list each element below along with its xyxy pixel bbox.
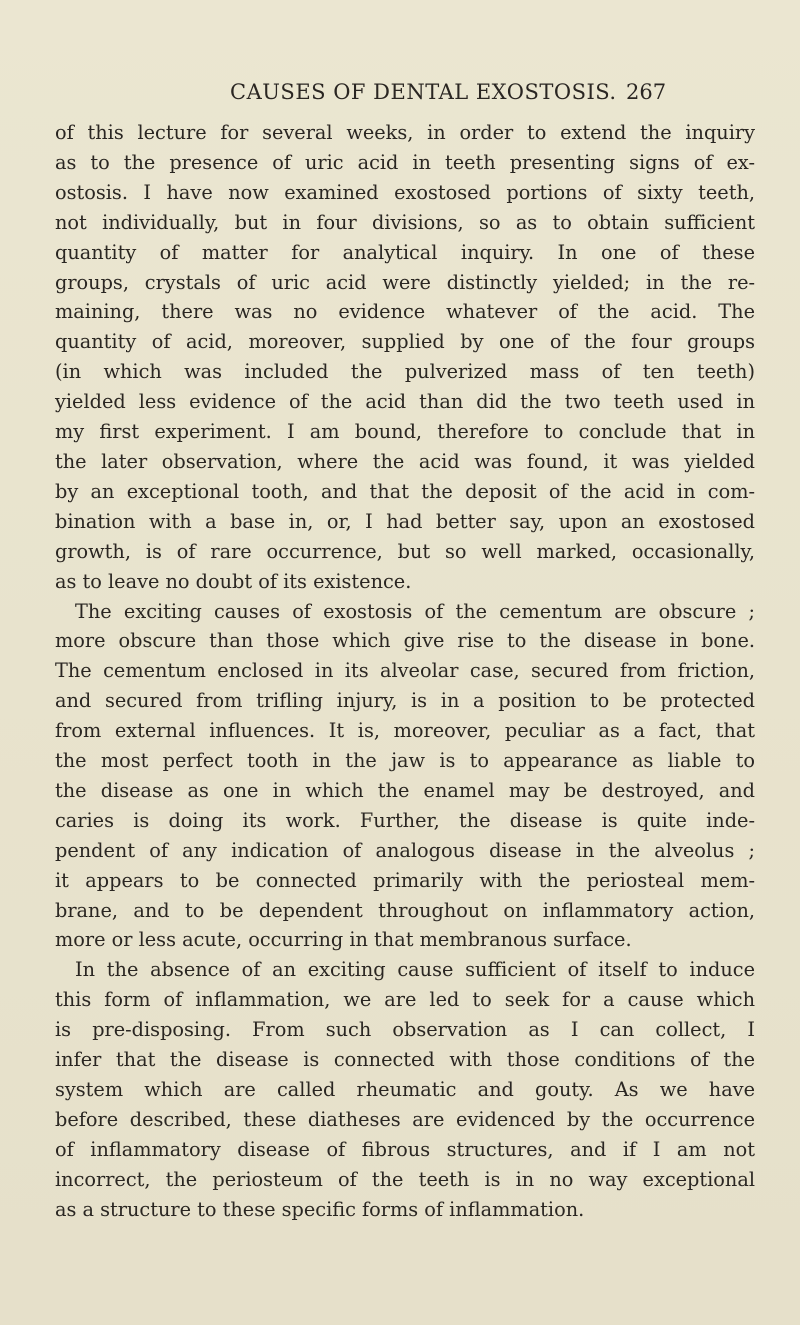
text-line: my first experiment. I am bound, therefore to conclude that in — [55, 420, 755, 444]
text-line: as to the presence of uric acid in teeth presenting signs of ex- — [55, 150, 755, 174]
text-line: incorrect, the periosteum of the teeth is in no way exceptional — [55, 1167, 755, 1191]
text-line: caries is doing its work. Further, the disease is quite inde- — [55, 808, 755, 832]
running-title: CAUSES OF DENTAL EXOSTOSIS. — [230, 80, 617, 104]
text-line: growth, is of rare occurrence, but so well marked, occasionally, — [55, 539, 755, 563]
paragraph — [55, 597, 755, 956]
paragraph — [55, 118, 755, 597]
text-line: this form of inflammation, we are led to seek for a cause which — [55, 988, 755, 1012]
text-line: groups, crystals of uric acid were distinctly yielded; in the re- — [55, 270, 755, 294]
text-line: system which are called rheumatic and gouty. As we have — [55, 1078, 755, 1101]
text-line: and secured from trifling injury, is in a position to be protected — [55, 689, 755, 713]
paragraph — [55, 955, 755, 1224]
page-number: 267 — [626, 80, 667, 104]
text-line: not individually, but in four divisions, so as to obtain sufficient — [55, 210, 755, 234]
text-line: yielded less evidence of the acid than did the two teeth used in — [55, 390, 755, 414]
text-line: by an exceptional tooth, and that the deposit of the acid in com- — [55, 479, 755, 503]
text-line: brane, and to be dependent throughout on inflammatory action, — [55, 898, 755, 922]
text-line: as a structure to these specific forms of inflammation. — [55, 1197, 585, 1221]
text-line: maining, there was no evidence whatever of the acid. The — [55, 300, 755, 324]
text-line: more or less acute, occurring in that membranous surface. — [55, 928, 632, 952]
text-line: before described, these diatheses are evidenced by the occurrence — [55, 1107, 755, 1131]
text-line: ostosis. I have now examined exostosed portions of sixty teeth, — [55, 180, 755, 204]
text-line: of this lecture for several weeks, in order to extend the inquiry — [55, 121, 755, 144]
body-text — [55, 118, 755, 1225]
text-line: the later observation, where the acid was found, it was yielded — [55, 449, 755, 473]
text-line: quantity of matter for analytical inquiry. In one of these — [55, 240, 755, 264]
text-line: the most perfect tooth in the jaw is to appearance as liable to — [55, 749, 755, 773]
text-line: it appears to be connected primarily with the periosteal mem- — [55, 868, 755, 892]
text-line: pendent of any indication of analogous disease in the alveolus ; — [55, 838, 755, 862]
text-line: bination with a base in, or, I had better say, upon an exostosed — [55, 509, 755, 533]
text-line: is pre-disposing. From such observation as I can collect, I — [55, 1018, 755, 1042]
text-line: the disease as one in which the enamel may be destroyed, and — [55, 778, 755, 802]
text-line: In the absence of an exciting cause sufficient of itself to induce — [75, 958, 755, 982]
text-line: as to leave no doubt of its existence. — [55, 569, 412, 593]
text-line: infer that the disease is connected with those conditions of the — [55, 1048, 755, 1072]
text-line: The exciting causes of exostosis of the cementum are obscure ; — [75, 599, 755, 623]
text-line: from external influences. It is, moreover, peculiar as a fact, that — [55, 719, 755, 743]
text-line: (in which was included the pulverized mass of ten teeth) — [55, 360, 755, 384]
text-line: The cementum enclosed in its alveolar case, secured from friction, — [55, 659, 755, 683]
text-line: quantity of acid, moreover, supplied by one of the four groups — [55, 330, 755, 354]
text-line: of inflammatory disease of fibrous structures, and if I am not — [55, 1137, 755, 1161]
text-line: more obscure than those which give rise to the disease in bone. — [55, 629, 755, 653]
